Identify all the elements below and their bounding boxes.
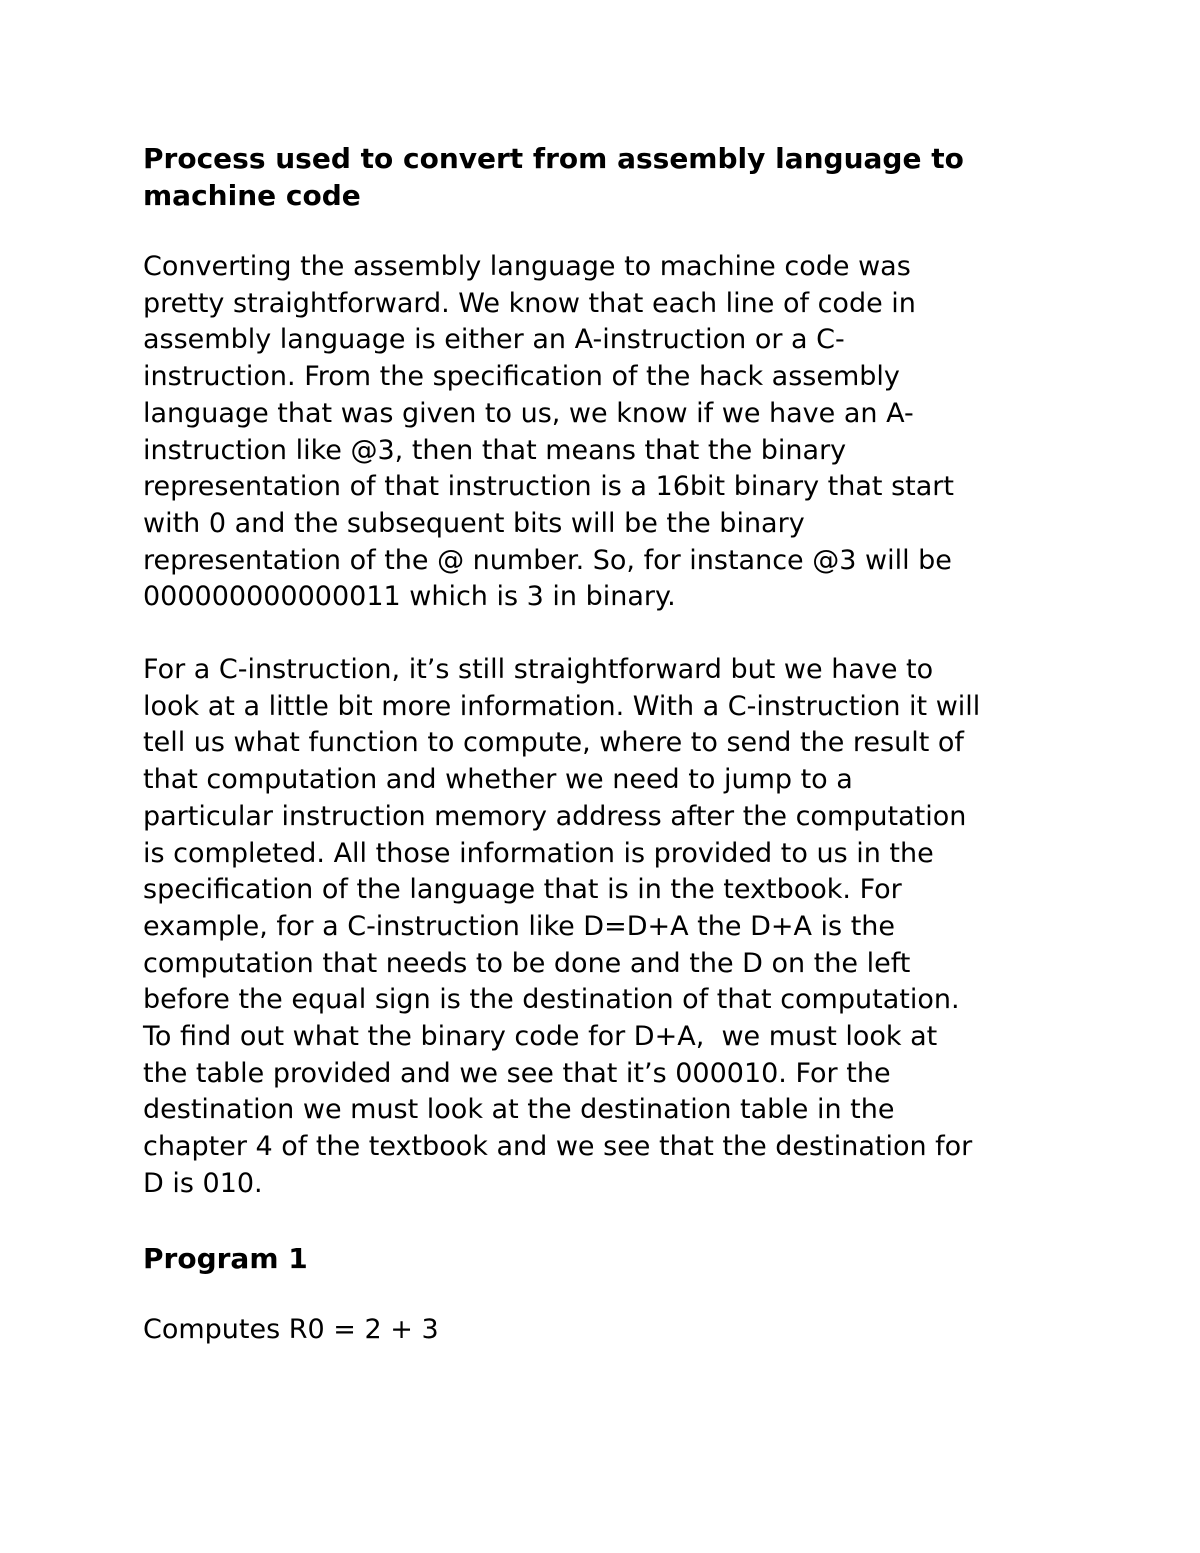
text-line: computation that needs to be done and the D on the left: [143, 947, 911, 979]
text-line: that computation and whether we need to jump to a: [143, 764, 853, 796]
text-line: example, for a C-instruction like D=D+A the D+A is the: [143, 910, 896, 942]
text-line: instruction. From the specification of the hack assembly: [143, 361, 900, 393]
text-line: tell us what function to compute, where to send the result of: [143, 727, 964, 759]
text-line: assembly language is either an A-instruction or a C-: [143, 324, 845, 356]
text-line: D is 010.: [143, 1167, 263, 1199]
text-line: representation of that instruction is a 16bit binary that start: [143, 471, 954, 503]
text-line: chapter 4 of the textbook and we see that the destination for: [143, 1131, 973, 1163]
paragraph-a-instruction: [143, 249, 1073, 616]
title-line: machine code: [143, 179, 361, 212]
text-line: is completed. All those information is provided to us in the: [143, 837, 934, 869]
text-line: language that was given to us, we know if we have an A-: [143, 397, 914, 429]
text-line: representation of the @ number. So, for instance @3 will be: [143, 544, 952, 576]
text-line: Converting the assembly language to machine code was: [143, 251, 911, 282]
text-line: specification of the language that is in the textbook. For: [143, 874, 902, 906]
paragraph-c-instruction: [143, 652, 1073, 1203]
text-line: the table provided and we see that it’s 000010. For the: [143, 1057, 891, 1089]
text-line: before the equal sign is the destination of that computation.: [143, 984, 960, 1016]
text-line: For a C-instruction, it’s still straightforward but we have to: [143, 654, 934, 686]
text-line: with 0 and the subsequent bits will be the binary: [143, 507, 805, 539]
text-line: pretty straightforward. We know that each line of code in: [143, 287, 916, 319]
program-description: Computes R0 = 2 + 3: [143, 1313, 439, 1345]
document-content: [143, 140, 1073, 1348]
section-title: [143, 140, 1073, 214]
text-line: To find out what the binary code for D+A, we must look at: [143, 1021, 938, 1053]
text-line: 000000000000011 which is 3 in binary.: [143, 581, 676, 613]
text-line: destination we must look at the destination table in the: [143, 1094, 895, 1126]
text-line: instruction like @3, then that means that the binary: [143, 434, 847, 466]
program-heading: Program 1: [143, 1241, 308, 1275]
text-line: particular instruction memory address after the computation: [143, 800, 967, 832]
title-line: Process used to convert from assembly language to: [143, 142, 964, 175]
text-line: look at a little bit more information. With a C-instruction it will: [143, 690, 981, 722]
